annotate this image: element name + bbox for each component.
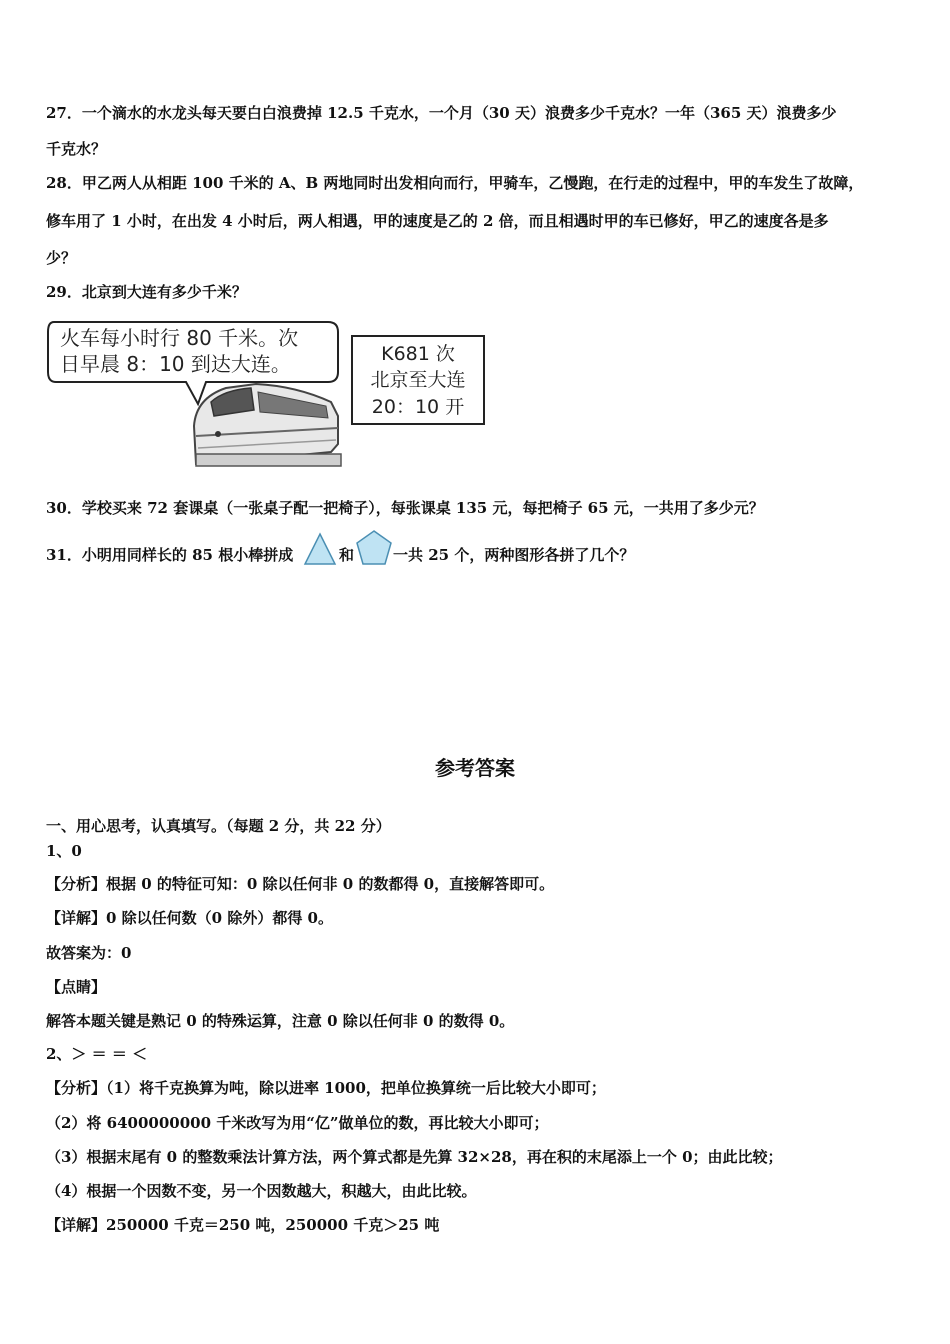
section-heading: 一、用心思考，认真填写。（每题 2 分，共 22 分） xyxy=(46,817,391,835)
answer-1-result: 故答案为：0 xyxy=(46,944,132,962)
pentagon-icon xyxy=(355,529,393,567)
answer-2-analysis-4: （4）根据一个因数不变，另一个因数越大，积越大，由此比较。 xyxy=(46,1182,477,1200)
sign-line3: 20：10 开 xyxy=(371,396,465,418)
analysis-text: 根据 0 的特征可知：0 除以任何非 0 的数都得 0，直接解答即可。 xyxy=(106,875,555,893)
bubble-line2: 日早晨 8：10 到达大连。 xyxy=(60,352,291,376)
question-31-part3: 一共 25 个，两种图形各拼了几个？ xyxy=(393,546,635,564)
detail-tag: 【详解】 xyxy=(46,1216,107,1234)
question-28-line1: 28．甲乙两人从相距 100 千米的 A、B 两地同时出发相向而行，甲骑车，乙慢跑，在行走的过程中，甲的车发生了故障， xyxy=(46,174,864,192)
question-30: 30．学校买来 72 套课桌（一张桌子配一把椅子），每张课桌 135 元，每把椅子 65 元，一共用了多少元？ xyxy=(46,499,764,517)
train-icon xyxy=(194,384,341,466)
sign-line1: K681 次 xyxy=(381,343,455,365)
answers-title: 参考答案 xyxy=(435,756,515,780)
answer-1-analysis xyxy=(46,874,554,894)
answer-2-analysis-3: （3）根据末尾有 0 的整数乘法计算方法，两个算式都是先算 32×28，再在积的末尾添上一个 0；由此比较； xyxy=(46,1148,783,1166)
bubble-line1: 火车每小时行 80 千米。次 xyxy=(60,326,299,350)
train-schedule-sign xyxy=(352,336,484,424)
question-28-line2: 修车用了 1 小时，在出发 4 小时后，两人相遇，甲的速度是乙的 2 倍，而且相遇时甲的车已修好，甲乙的速度各是多 xyxy=(46,212,829,230)
answer-2-analysis-2: （2）将 6400000000 千米改写为用“亿”做单位的数，再比较大小即可； xyxy=(46,1114,549,1132)
question-31-part2: 和 xyxy=(339,546,355,564)
detail-text: 250000 千克＝250 吨，250000 千克＞25 吨 xyxy=(106,1216,440,1234)
detail-tag: 【详解】 xyxy=(46,909,107,927)
question-31-part1: 31．小明用同样长的 85 根小棒拼成 xyxy=(46,546,294,564)
answer-1-detail xyxy=(46,908,333,928)
train-illustration xyxy=(46,316,486,476)
question-27-line2: 千克水？ xyxy=(46,140,107,158)
analysis-tag: 【分析】 xyxy=(46,875,107,893)
answer-2-analysis xyxy=(46,1078,606,1098)
answer-1: 1、0 xyxy=(46,842,82,860)
answer-1-point-tag: 【点睛】 xyxy=(46,978,107,996)
answer-1-point: 解答本题关键是熟记 0 的特殊运算，注意 0 除以任何非 0 的数得 0。 xyxy=(46,1012,515,1030)
answer-2-detail xyxy=(46,1215,439,1235)
question-27-line1: 27．一个滴水的水龙头每天要白白浪费掉 12.5 千克水，一个月（30 天）浪费多少千克水？一年（365 天）浪费多少 xyxy=(46,104,837,122)
analysis-text-1: （1）将千克换算为吨，除以进率 1000，把单位换算统一后比较大小即可； xyxy=(106,1079,606,1097)
train-figure xyxy=(46,316,486,476)
analysis-tag: 【分析】 xyxy=(46,1079,107,1097)
question-29: 29．北京到大连有多少千米？ xyxy=(46,283,247,301)
sign-line2: 北京至大连 xyxy=(370,369,466,391)
triangle-icon xyxy=(303,532,337,566)
detail-text: 0 除以任何数（0 除外）都得 0。 xyxy=(106,909,333,927)
question-28-line3: 少？ xyxy=(46,249,77,267)
answer-2: 2、＞ ＝ ＝ ＜ xyxy=(46,1045,148,1063)
